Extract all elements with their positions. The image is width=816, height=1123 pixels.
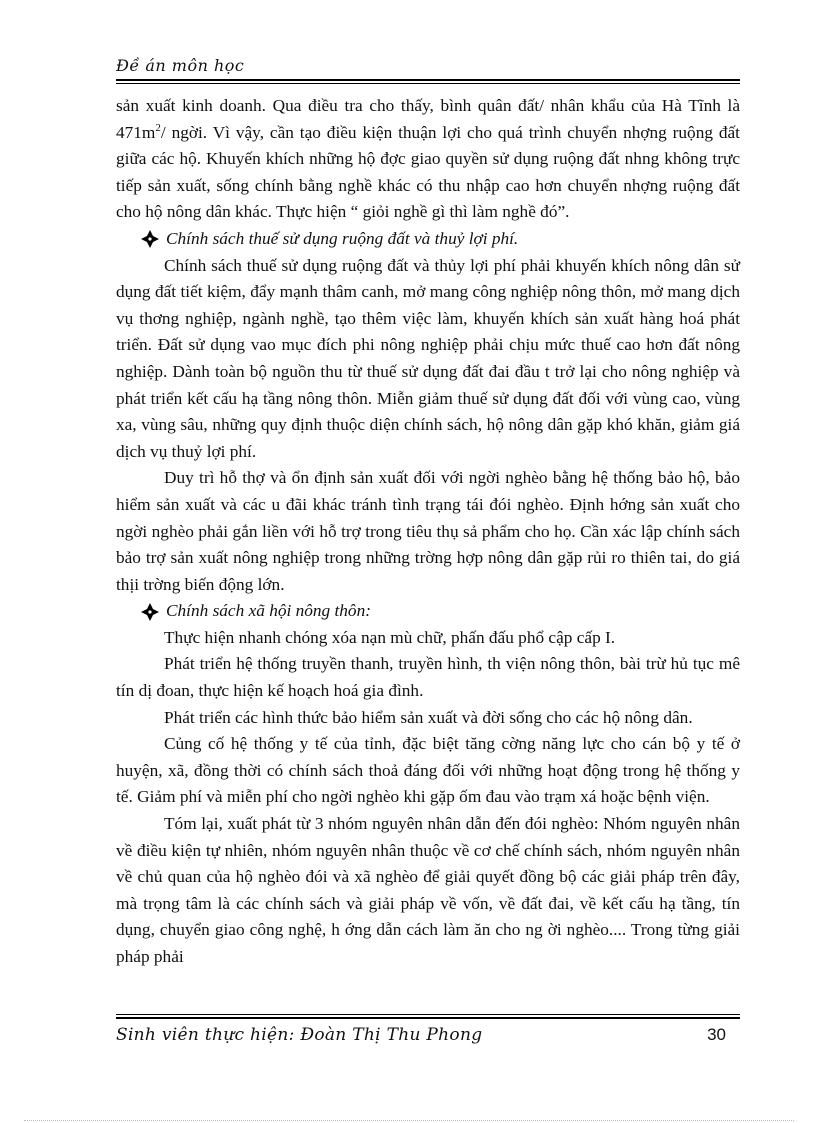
diamond-bullet-icon [140, 229, 160, 249]
diamond-bullet-icon [140, 602, 160, 622]
section-heading-social-policy [116, 598, 740, 625]
page-body [116, 93, 740, 971]
paragraph-6: Phát triển các hình thức bảo hiểm sản xuất và đời sống cho các hộ nông dân. [164, 707, 693, 727]
paragraph-8: Tóm lại, xuất phát từ 3 nhóm nguyên nhân dẫn đến đói nghèo: Nhóm nguyên nhân về điều kiện tự nhiên, nhóm nguyên nhân thuộc về cơ chế chính sách, nhóm nguyên nhân về chủ quan của hộ nghèo đói và xã nghèo để giải quyết đồng bộ các giải pháp trên đây, mà trọng tâm là các chính sách và giải pháp về vốn, về đất đai, về kết cấu hạ tầng, tín dụng, chuyển giao công nghệ, h ớng dẫn cách làm ăn cho ng ời nghèo.... Trong từng giải pháp phải [116, 814, 740, 966]
paragraph-1 [116, 93, 740, 226]
page-footer [116, 1014, 740, 1045]
paragraph-1-tail: / ngời. Vì vậy, cần tạo điều kiện thuận lợi cho quá trình chuyển nhợng ruộng đất giữa các hộ. Khuyến khích những hộ đợc giao quyền sử dụng ruộng đất nhng không trực tiếp sản xuất, sống chính bằng nghề khác có thu nhập cao hơn chuyển nhợng ruộng đất cho hộ nông dân khác. Thực hiện “ giỏi nghề gì thì làm nghề đó”. [116, 122, 740, 222]
footer-rule [116, 1014, 740, 1019]
footer-row [116, 1025, 740, 1045]
page-bottom-border [24, 1120, 794, 1121]
heading-text: Chính sách xã hội nông thôn: [166, 601, 371, 621]
section-heading-land-tax [116, 226, 740, 253]
footer-author: Sinh viên thực hiện: Đoàn Thị Thu Phong [116, 1025, 483, 1045]
paragraph-7: Củng cố hệ thống y tế của tỉnh, đặc biệt tăng cờng năng lực cho cán bộ y tế ở huyện, xã, đồng thời có chính sách thoả đáng đối với những hoạt động trong hệ thống y tế. Giảm phí và miễn phí cho ngời nghèo khi gặp ốm đau vào trạm xá hoặc bệnh viện. [116, 734, 740, 807]
page-header [116, 56, 740, 84]
superscript-2: 2 [155, 121, 161, 134]
heading-text: Chính sách thuế sử dụng ruộng đất và thuỷ lợi phí. [166, 228, 519, 248]
paragraph-2: Chính sách thuế sử dụng ruộng đất và thủy lợi phí phải khuyến khích nông dân sử dụng đất tiết kiệm, đẩy mạnh thâm canh, mở mang công nghiệp nông thôn, mở mang dịch vụ thơng nghiệp, ngành nghề, tạo thêm việc làm, khuyến khích sản xuất hàng hoá phát triển. Đất sử dụng vao mục đích phi nông nghiệp phải chịu mức thuế cao hơn đất nông nghiệp. Dành toàn bộ nguồn thu từ thuế sử dụng đất đai đầu t trở lại cho nông nghiệp và phát triển kết cấu hạ tầng nông thôn. Miễn giảm thuế sử dụng đất đối với vùng cao, vùng xa, vùng sâu, những quy định thuộc diện chính sách, hộ nông dân gặp khó khăn, giảm giá dịch vụ thuỷ lợi phí. [116, 255, 740, 461]
header-title: Đề án môn học [116, 56, 245, 75]
page-number: 30 [707, 1025, 726, 1044]
paragraph-4: Thực hiện nhanh chóng xóa nạn mù chữ, phấn đấu phổ cập cấp I. [164, 627, 616, 647]
paragraph-3: Duy trì hỗ thợ và ổn định sản xuất đối với ngời nghèo bằng hệ thống bảo hộ, bảo hiểm sản xuất và các u đãi khác tránh tình trạng tái đói nghèo. Định hớng sản xuất cho ngời nghèo phải gắn liền với hỗ trợ trong tiêu thụ sả phẩm cho họ. Cần xác lập chính sách bảo trợ sản xuất nông nghiệp trong những trờng hợp nông dân gặp rủi ro thiên tai, do giá thịi trờng biến động lớn. [116, 468, 740, 594]
header-rule [116, 79, 740, 84]
paragraph-5: Phát triển hệ thống truyền thanh, truyền hình, th viện nông thôn, bài trừ hủ tục mê tín dị đoan, thực hiện kế hoạch hoá gia đình. [116, 654, 740, 701]
paragraph-1-text: sản xuất kinh doanh. Qua điều tra cho thấy, bình quân đất/ nhân khẩu của Hà Tĩnh là 471m [116, 96, 740, 142]
